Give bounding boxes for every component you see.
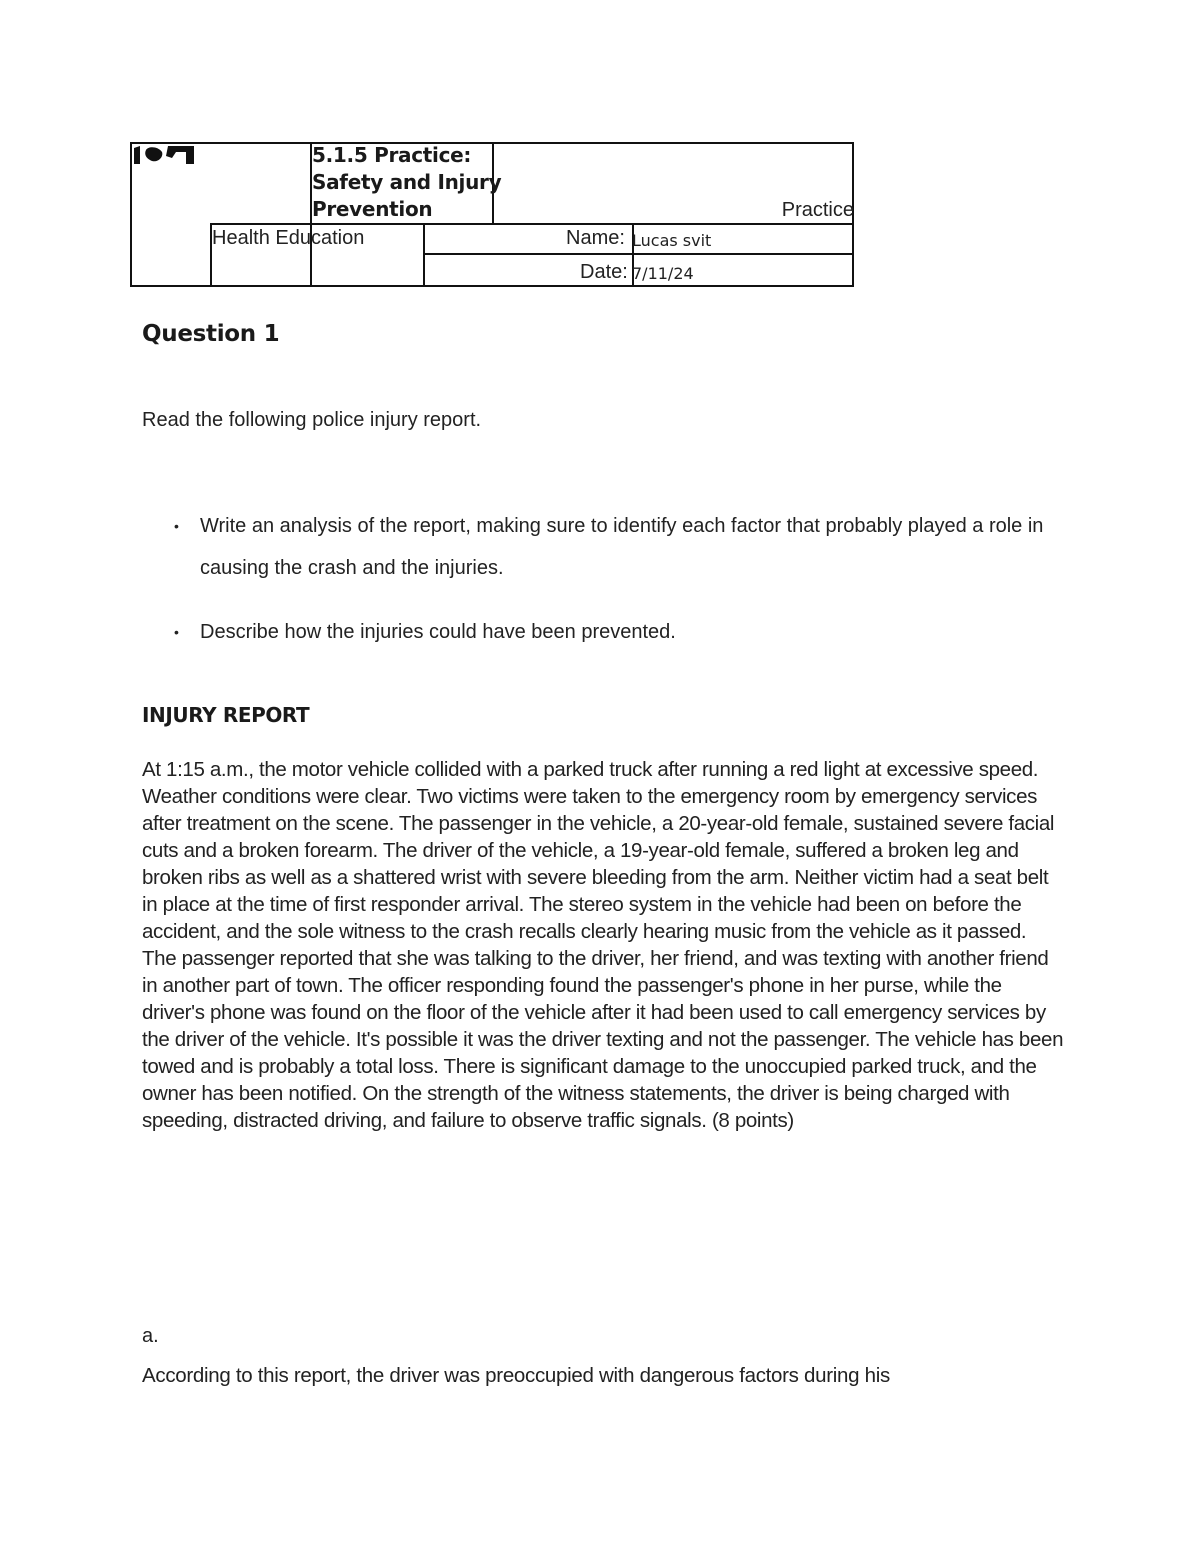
- date-label: Date:: [580, 261, 628, 283]
- title-line: Safety and Injury: [312, 170, 502, 194]
- header-table: [130, 142, 854, 287]
- header-divider: [210, 223, 494, 225]
- answer-text: According to this report, the driver was preoccupied with dangerous factors during his: [142, 1364, 890, 1387]
- header-divider: [492, 223, 854, 225]
- list-item-text: Write an analysis of the report, making sure to identify each factor that probably played a role in causing the crash and the injuries.: [200, 515, 1044, 579]
- date-value: 7/11/24: [632, 264, 694, 283]
- subject-label: Health Education: [212, 227, 365, 249]
- name-value: Lucas svit: [632, 231, 712, 250]
- name-label: Name:: [566, 227, 625, 249]
- logo-icon: [132, 144, 194, 166]
- report-heading: INJURY REPORT: [142, 703, 310, 727]
- header-divider: [423, 253, 854, 255]
- title-line: 5.1.5 Practice:: [312, 143, 472, 167]
- question-heading: Question 1: [142, 321, 280, 347]
- list-item: [172, 611, 1052, 653]
- list-item: [172, 505, 1052, 589]
- instruction-list: [172, 505, 1052, 653]
- question-intro: Read the following police injury report.: [142, 409, 482, 431]
- assignment-title: [312, 142, 501, 223]
- header-divider: [423, 223, 425, 287]
- list-item-text: Describe how the injuries could have been prevented.: [200, 621, 676, 643]
- report-body: At 1:15 a.m., the motor vehicle collided with a parked truck after running a red light at excessive speed. Weather conditions were clear. Two victims were taken to the emergency room by emergency services after treatment on the scene. The passenger in the vehicle, a 20-year-old female, sustained severe facial cuts and a broken forearm. The driver of the vehicle, a 19-year-old female, suffered a broken leg and broken ribs as well as a shattered wrist with severe bleeding from the arm. Neither victim had a seat belt in place at the time of first responder arrival. The stereo system in the vehicle had been on before the accident, and the sole witness to the crash recalls clearly hearing music from the vehicle as it passed. The passenger reported that she was talking to the driver, her friend, and was texting with another friend in another part of town. The officer responding found the passenger's phone in her purse, while the driver's phone was found on the floor of the vehicle after it had been used to call emergency services by the driver of the vehicle. It's possible it was the driver texting and not the passenger. The vehicle has been towed and is probably a total loss. There is significant damage to the unoccupied parked truck, and the owner has been notified. On the strength of the witness statements, the driver is being charged with speeding, distracted driving, and failure to observe traffic signals. (8 points): [142, 758, 1064, 1132]
- bullet-icon: •: [174, 518, 179, 534]
- bullet-icon: •: [174, 624, 179, 640]
- assignment-type: Practice: [781, 199, 854, 221]
- title-line: Prevention: [312, 197, 433, 221]
- answer-label: a.: [142, 1325, 159, 1347]
